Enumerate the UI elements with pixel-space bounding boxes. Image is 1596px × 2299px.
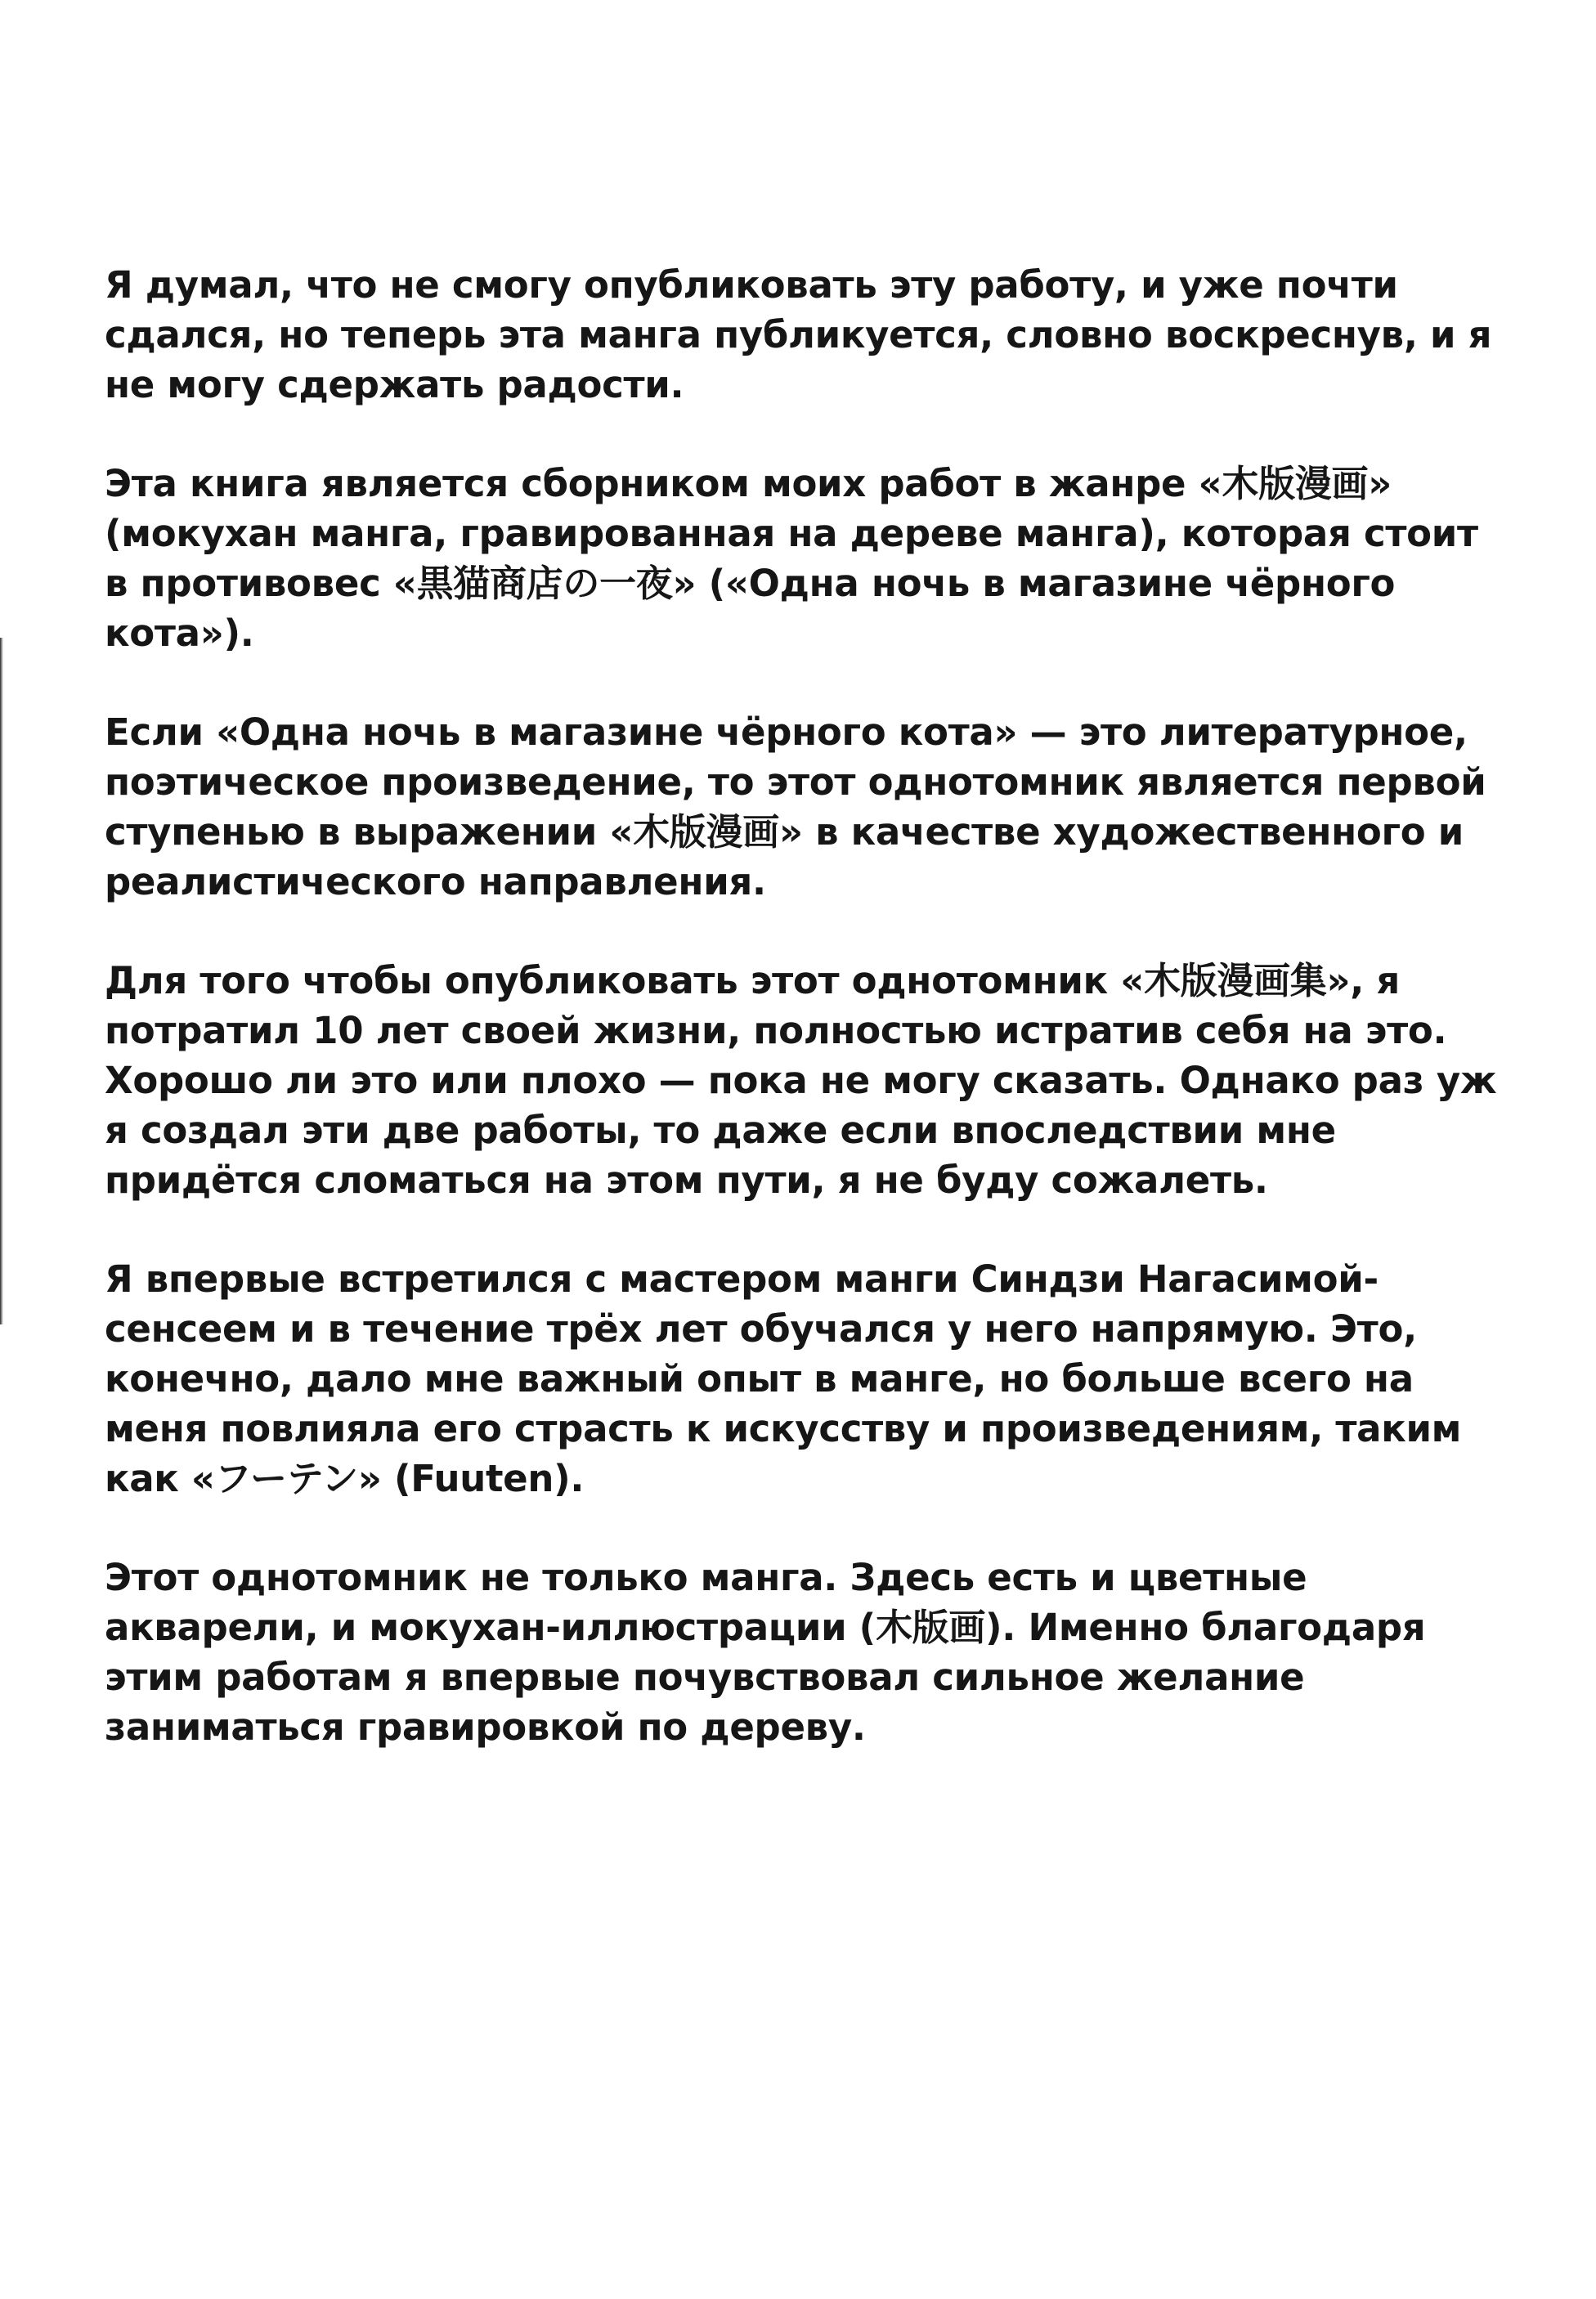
paragraph-3: Если «Одна ночь в магазине чёрного кота» — это литературное, поэтическое произведение, то этот однотомник является первой ступенью в выражении «木版漫画» в качестве художественного и реалистического направления. — [105, 710, 1486, 903]
paragraph-5: Я впервые встретился с мастером манги Синдзи Нагасимой-сенсеем и в течение трёх лет обучался у него напрямую. Это, конечно, дало мне важный опыт в манге, но больше всего на меня повлияла его страсть к искусству и произведениям, таким как «フーテン» (Fuuten). — [105, 1257, 1462, 1500]
scan-edge-shadow — [0, 638, 3, 1324]
paragraph-6: Этот однотомник не только манга. Здесь есть и цветные акварели, и мокухан-иллюстрации (木版画). Именно благодаря этим работам я впервые почувствовал сильное желание заниматься гравировкой по дереву. — [105, 1556, 1426, 1749]
paragraph-2: Эта книга является сборником моих работ в жанре «木版漫画» (мокухан манга, гравированная на дереве манга), которая стоит в противовес «黒猫商店の一夜» («Одна ночь в магазине чёрного кота»). — [105, 462, 1478, 655]
paragraph-1: Я думал, что не смогу опубликовать эту работу, и уже почти сдался, но теперь эта манга публикуется, словно воскреснув, и я не могу сдержать радости. — [105, 263, 1492, 406]
afterword-text — [105, 260, 1511, 1801]
paragraph-4: Для того чтобы опубликовать этот однотомник «木版漫画集», я потратил 10 лет своей жизни, полностью истратив себя на это. Хорошо ли это или плохо — пока не могу сказать. Однако раз уж я создал эти две работы, то даже если впоследствии мне придётся сломаться на этом пути, я не буду сожалеть. — [105, 959, 1497, 1202]
